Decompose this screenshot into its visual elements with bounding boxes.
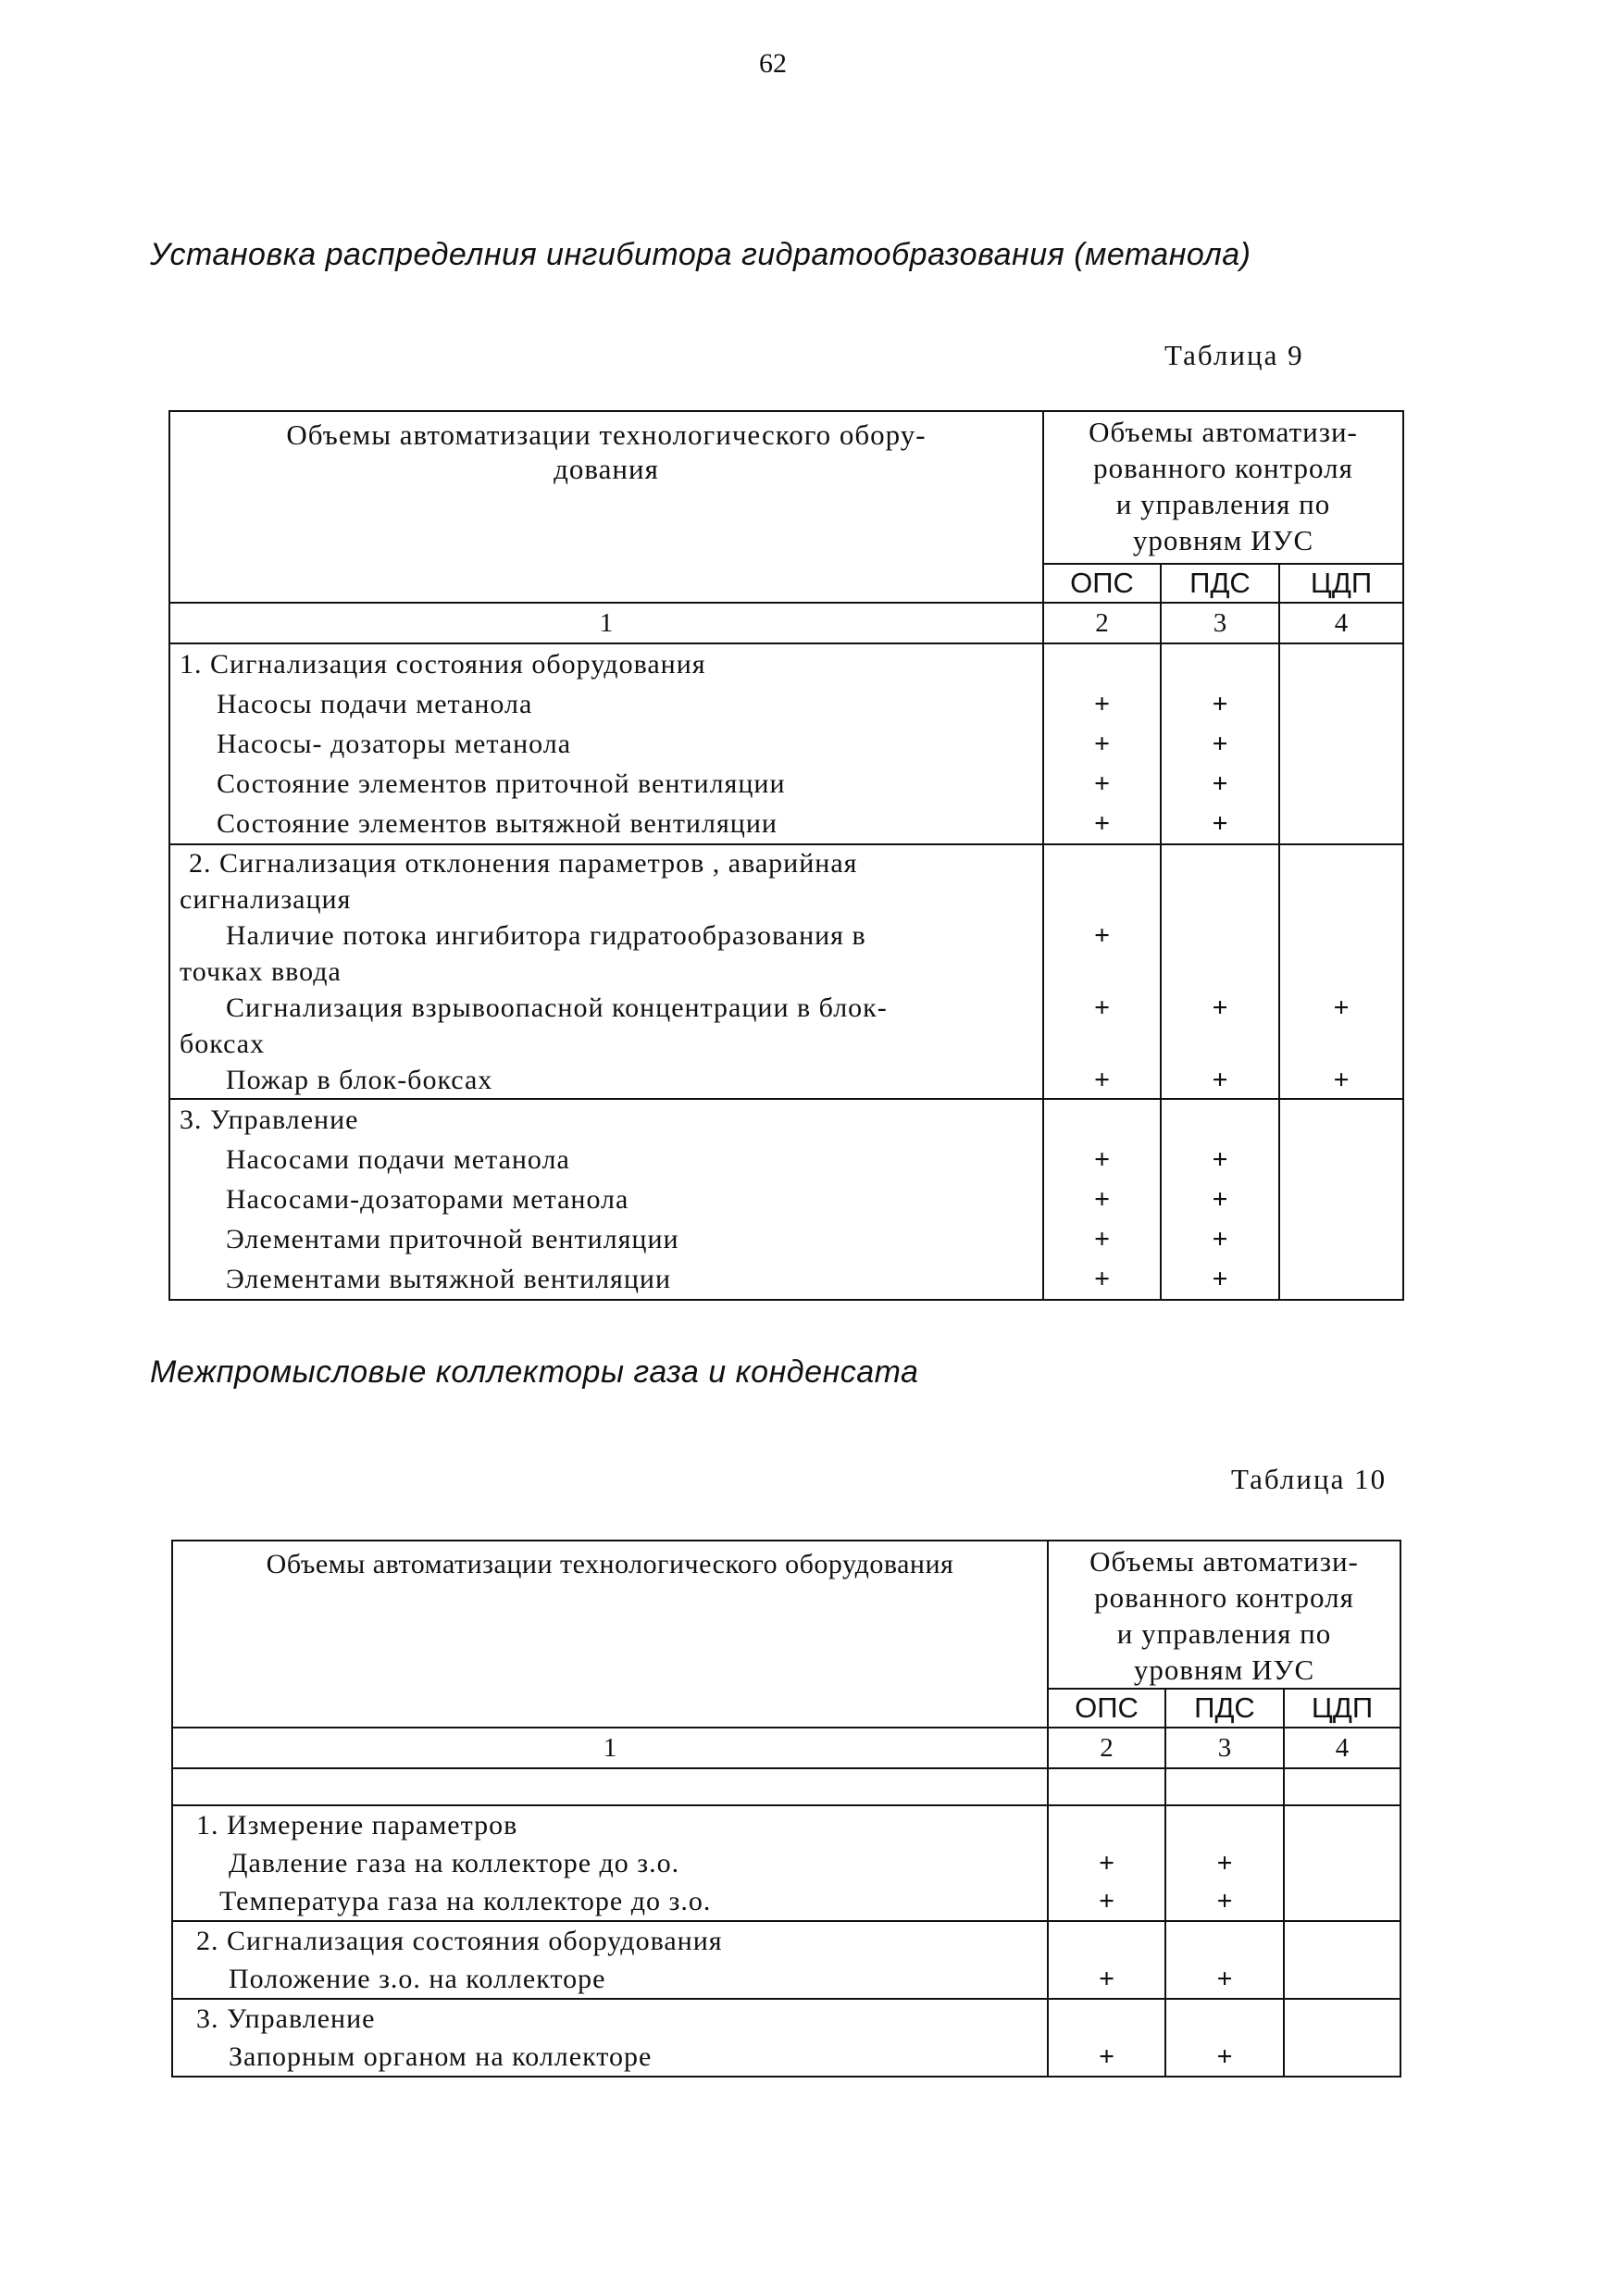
row-label: точках ввода	[180, 956, 342, 987]
row-label: Положение з.о. на коллекторе	[229, 1964, 606, 1994]
mark-ops: +	[1098, 1848, 1115, 1878]
mark-pds: +	[1212, 808, 1228, 839]
header-col1-line: дования	[554, 453, 659, 485]
mark-cdp	[1285, 1960, 1400, 1998]
mark-pds: +	[1212, 729, 1228, 759]
mark-pds: +	[1212, 768, 1228, 799]
table-caption-9: Таблица 9	[1164, 339, 1304, 371]
mark-cdp	[1280, 724, 1402, 764]
ops-marks	[1043, 844, 1161, 1099]
col-number: 3	[1161, 603, 1279, 643]
mark-cdp: +	[1333, 1065, 1350, 1095]
row-label: Насосы подачи метанола	[217, 689, 533, 719]
col-number: 2	[1043, 603, 1161, 643]
mark-ops: +	[1093, 1065, 1111, 1095]
mark-ops: +	[1093, 1224, 1111, 1254]
col-number: 3	[1165, 1728, 1284, 1768]
col-number: 4	[1279, 603, 1403, 643]
group-labels	[172, 1999, 1048, 2077]
ops-marks	[1043, 643, 1161, 844]
table-row-group	[169, 1099, 1403, 1300]
cdp-marks	[1279, 643, 1403, 844]
group-heading: сигнализация	[180, 884, 352, 915]
mark-ops: +	[1098, 1964, 1115, 1994]
mark-pds: +	[1216, 1886, 1233, 1916]
pds-marks	[1161, 844, 1279, 1099]
cdp-marks	[1284, 1805, 1400, 1921]
header-group-line: уровням ИУС	[1132, 524, 1314, 556]
row-label: Пожар в блок-боксах	[226, 1065, 493, 1095]
level-cdp: ЦДП	[1279, 564, 1403, 603]
mark-cdp	[1285, 1882, 1400, 1920]
mark-ops: +	[1093, 992, 1111, 1023]
header-group-line: рованного контроля	[1093, 452, 1353, 484]
table-caption-10: Таблица 10	[1231, 1463, 1388, 1495]
pds-marks	[1165, 1999, 1284, 2077]
mark-cdp: +	[1333, 992, 1350, 1023]
cdp-marks	[1284, 1921, 1400, 1999]
mark-ops: +	[1093, 768, 1111, 799]
row-label: Состояние элементов вытяжной вентиляции	[217, 808, 778, 839]
group-labels	[169, 844, 1043, 1099]
cdp-marks	[1284, 1999, 1400, 2077]
mark-ops: +	[1093, 920, 1111, 951]
header-row	[172, 1541, 1400, 1689]
row-label: Насосами-дозаторами метанола	[226, 1184, 629, 1215]
group-heading: 3. Управление	[196, 2003, 376, 2034]
mark-pds: +	[1212, 1144, 1228, 1175]
group-labels	[169, 643, 1043, 844]
group-heading: 2. Сигнализация отклонения параметров , аварийная	[189, 848, 858, 879]
row-label: Запорным органом на коллекторе	[229, 2041, 653, 2072]
page-number: 62	[759, 48, 787, 79]
mark-pds: +	[1212, 1184, 1228, 1215]
mark-cdp	[1285, 2038, 1400, 2076]
section-title-collectors: Межпромысловые коллекторы газа и конденсата	[150, 1354, 919, 1390]
header-group-line: уровням ИУС	[1133, 1653, 1315, 1686]
ops-marks	[1048, 1805, 1165, 1921]
header-group-line: Объемы автоматизи-	[1089, 416, 1358, 448]
row-label: Элементами приточной вентиляции	[226, 1224, 679, 1254]
mark-cdp	[1280, 1259, 1402, 1299]
mark-ops: +	[1093, 808, 1111, 839]
table-10	[171, 1540, 1401, 2078]
section-title-methanol: Установка распределния ингибитора гидратообразования (метанола)	[150, 237, 1251, 272]
row-label: Давление газа на коллекторе до з.о.	[229, 1848, 680, 1878]
mark-pds: +	[1216, 2041, 1233, 2072]
mark-pds	[1162, 917, 1278, 954]
column-numbers-row	[169, 603, 1403, 643]
row-label: Насосами подачи метанола	[226, 1144, 570, 1175]
header-group-line: Объемы автоматизи-	[1089, 1545, 1359, 1578]
mark-pds: +	[1212, 1224, 1228, 1254]
pds-marks	[1161, 643, 1279, 844]
table-row-group	[169, 643, 1403, 844]
group-labels	[172, 1805, 1048, 1921]
mark-cdp	[1280, 1179, 1402, 1219]
header-col1-line: Объемы автоматизации технологического обору-	[286, 418, 927, 451]
col-number: 1	[172, 1728, 1048, 1768]
mark-ops: +	[1093, 729, 1111, 759]
header-group-line: рованного контроля	[1094, 1581, 1354, 1614]
mark-ops: +	[1098, 2041, 1115, 2072]
mark-ops: +	[1098, 1886, 1115, 1916]
empty-cell	[1048, 1768, 1165, 1805]
row-label: Элементами вытяжной вентиляции	[226, 1264, 672, 1294]
empty-cell	[1165, 1768, 1284, 1805]
cdp-marks	[1279, 844, 1403, 1099]
col-number: 1	[169, 603, 1043, 643]
mark-pds: +	[1216, 1964, 1233, 1994]
row-label: Температура газа на коллекторе до з.о.	[219, 1886, 712, 1916]
row-label: Сигнализация взрывоопасной концентрации в блок-	[226, 992, 888, 1023]
empty-cell	[172, 1768, 1048, 1805]
row-label: Состояние элементов приточной вентиляции	[217, 768, 786, 799]
col-number: 4	[1284, 1728, 1400, 1768]
mark-cdp	[1280, 1140, 1402, 1179]
group-labels	[169, 1099, 1043, 1300]
mark-cdp	[1280, 764, 1402, 804]
empty-row	[172, 1768, 1400, 1805]
header-col-group	[1043, 411, 1403, 564]
group-heading: 1. Сигнализация состояния оборудования	[180, 649, 706, 680]
mark-ops: +	[1093, 1184, 1111, 1215]
mark-pds: +	[1212, 689, 1228, 719]
mark-pds: +	[1212, 992, 1228, 1023]
table-row-group	[172, 1921, 1400, 1999]
empty-cell	[1284, 1768, 1400, 1805]
level-cdp: ЦДП	[1284, 1689, 1400, 1728]
mark-ops: +	[1093, 689, 1111, 719]
ops-marks	[1048, 1921, 1165, 1999]
table-row-group	[169, 844, 1403, 1099]
pds-marks	[1161, 1099, 1279, 1300]
pds-marks	[1165, 1921, 1284, 1999]
group-heading: 3. Управление	[180, 1104, 359, 1135]
table-row-group	[172, 1805, 1400, 1921]
mark-pds: +	[1212, 1065, 1228, 1095]
header-row	[169, 411, 1403, 564]
pds-marks	[1165, 1805, 1284, 1921]
row-label: Насосы- дозаторы метанола	[217, 729, 572, 759]
mark-cdp	[1280, 917, 1402, 954]
mark-cdp	[1280, 684, 1402, 724]
level-pds: ПДС	[1165, 1689, 1284, 1728]
mark-cdp	[1280, 804, 1402, 843]
group-heading: 1. Измерение параметров	[196, 1810, 518, 1841]
mark-ops: +	[1093, 1144, 1111, 1175]
ops-marks	[1043, 1099, 1161, 1300]
header-col1: Объемы автоматизации технологического оборудования	[172, 1541, 1048, 1728]
group-heading: 2. Сигнализация состояния оборудования	[196, 1926, 723, 1956]
mark-cdp	[1280, 1219, 1402, 1259]
mark-pds: +	[1212, 1264, 1228, 1294]
ops-marks	[1048, 1999, 1165, 2077]
table-9	[168, 410, 1404, 1301]
header-group-line: и управления по	[1116, 1617, 1332, 1650]
group-labels	[172, 1921, 1048, 1999]
mark-pds: +	[1216, 1848, 1233, 1878]
mark-ops: +	[1093, 1264, 1111, 1294]
col-number: 2	[1048, 1728, 1165, 1768]
column-numbers-row	[172, 1728, 1400, 1768]
header-group-line: и управления по	[1115, 488, 1331, 520]
row-label: Наличие потока ингибитора гидратообразования в	[226, 920, 866, 951]
row-label: боксах	[180, 1029, 266, 1059]
level-ops: ОПС	[1048, 1689, 1165, 1728]
level-ops: ОПС	[1043, 564, 1161, 603]
cdp-marks	[1279, 1099, 1403, 1300]
header-col-group	[1048, 1541, 1400, 1689]
table-row-group	[172, 1999, 1400, 2077]
mark-cdp	[1285, 1844, 1400, 1882]
level-pds: ПДС	[1161, 564, 1279, 603]
header-col1	[169, 411, 1043, 603]
